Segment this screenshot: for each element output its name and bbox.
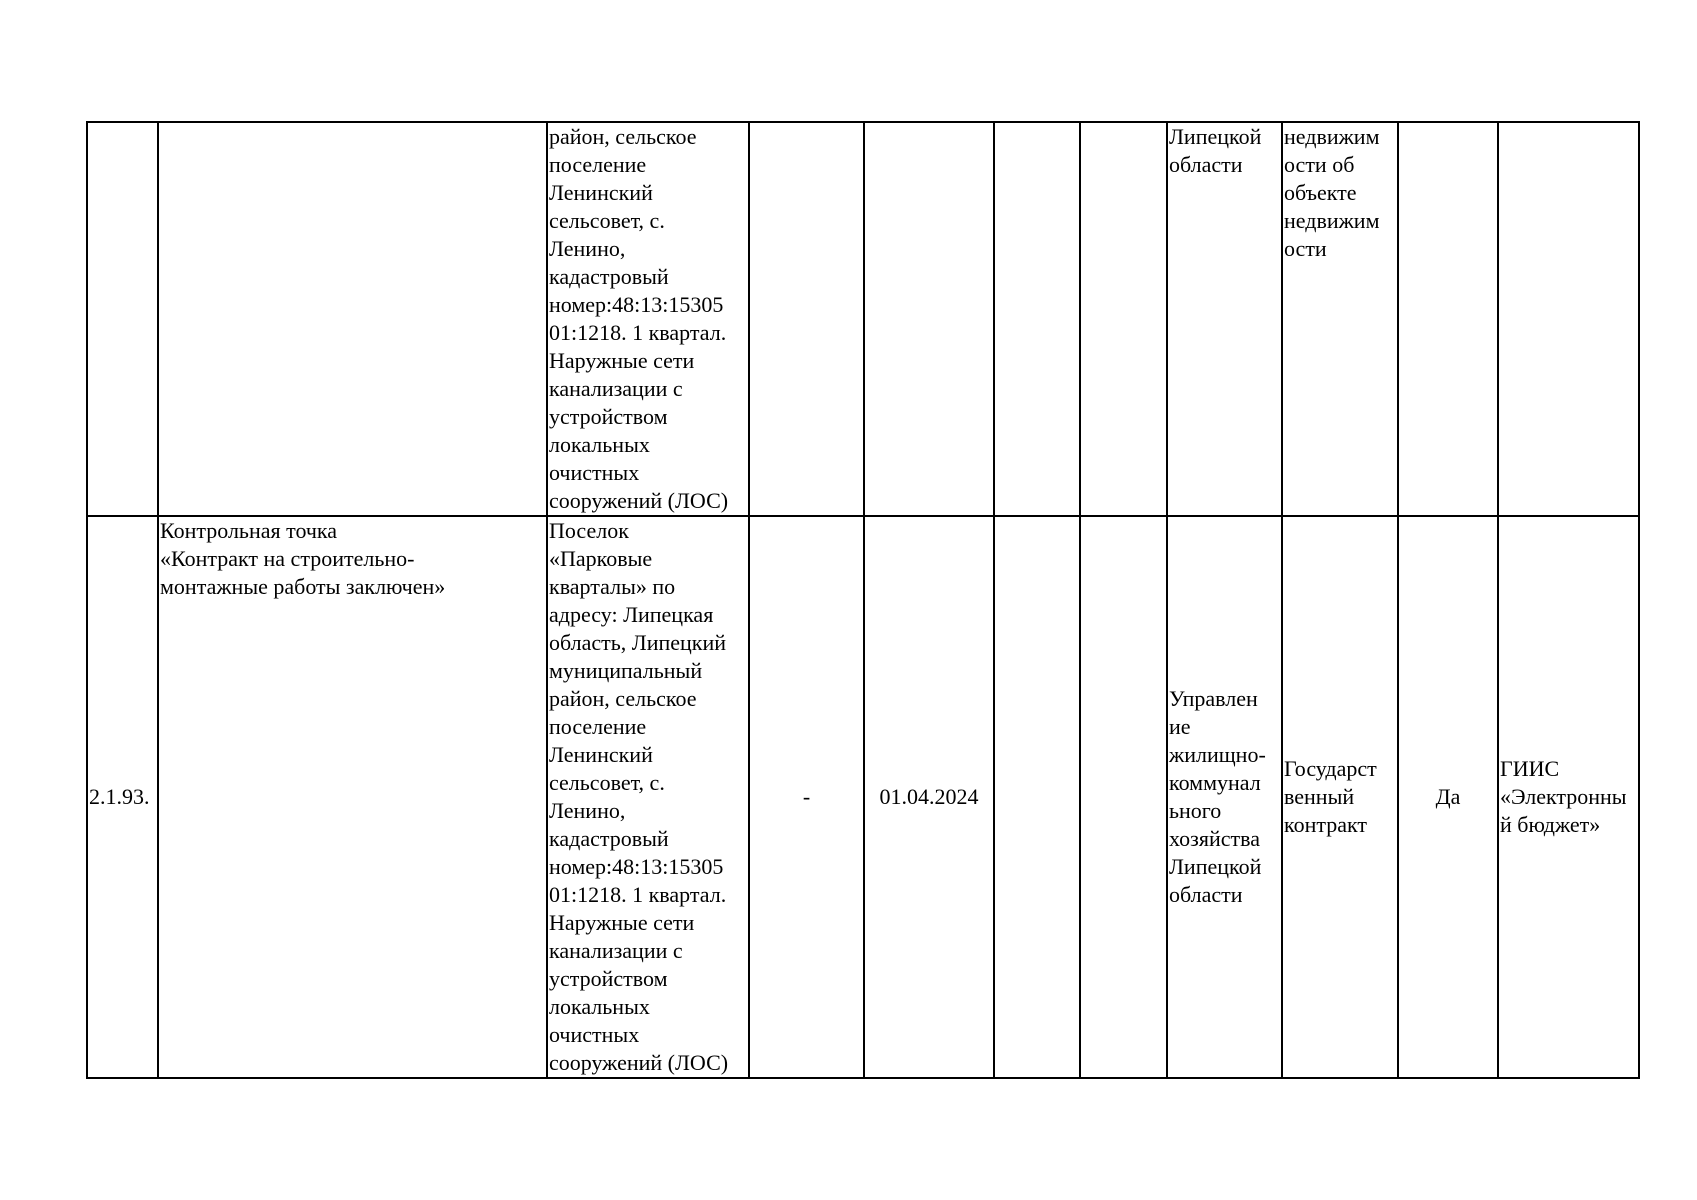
object-address-cell: Поселок «Парковые кварталы» по адресу: Липецкая область, Липецкий муниципальный район, сельское поселение Ленинский сельсовет, с. Ленино, кадастровый номер:48:13:15305 01:1218. 1 квартал. Наружные сети канализации с устройством локальных очистных сооружений (ЛОС)	[547, 516, 749, 1078]
date-cell: 01.04.2024	[864, 516, 994, 1078]
information-system-cell	[1498, 122, 1639, 516]
column-7-cell	[1080, 516, 1167, 1078]
column-6-cell	[994, 516, 1080, 1078]
document-type-cell: Государст венный контракт	[1282, 516, 1398, 1078]
document-type-cell: недвижим ости об объекте недвижим ости	[1282, 122, 1398, 516]
responsible-executor-cell: Липецкой области	[1167, 122, 1282, 516]
date-cell	[864, 122, 994, 516]
row-number-cell	[87, 122, 158, 516]
information-system-cell: ГИИС «Электронны й бюджет»	[1498, 516, 1639, 1078]
responsible-executor-cell: Управлен ие жилищно- коммунал ьного хозяйства Липецкой области	[1167, 516, 1282, 1078]
control-point-name-cell	[158, 122, 547, 516]
column-10-cell	[1398, 122, 1498, 516]
table-row	[87, 516, 1639, 1078]
table-row	[87, 122, 1639, 516]
column-6-cell	[994, 122, 1080, 516]
column-4-cell: -	[749, 516, 864, 1078]
row-number-cell: 2.1.93.	[87, 516, 158, 1078]
object-address-cell: район, сельское поселение Ленинский сельсовет, с. Ленино, кадастровый номер:48:13:15305 01:1218. 1 квартал. Наружные сети канализации с устройством локальных очистных сооружений (ЛОС)	[547, 122, 749, 516]
column-4-cell	[749, 122, 864, 516]
control-points-table	[86, 121, 1640, 1079]
column-10-cell: Да	[1398, 516, 1498, 1078]
control-point-name-cell: Контрольная точка «Контракт на строительно- монтажные работы заключен»	[158, 516, 547, 1078]
column-7-cell	[1080, 122, 1167, 516]
